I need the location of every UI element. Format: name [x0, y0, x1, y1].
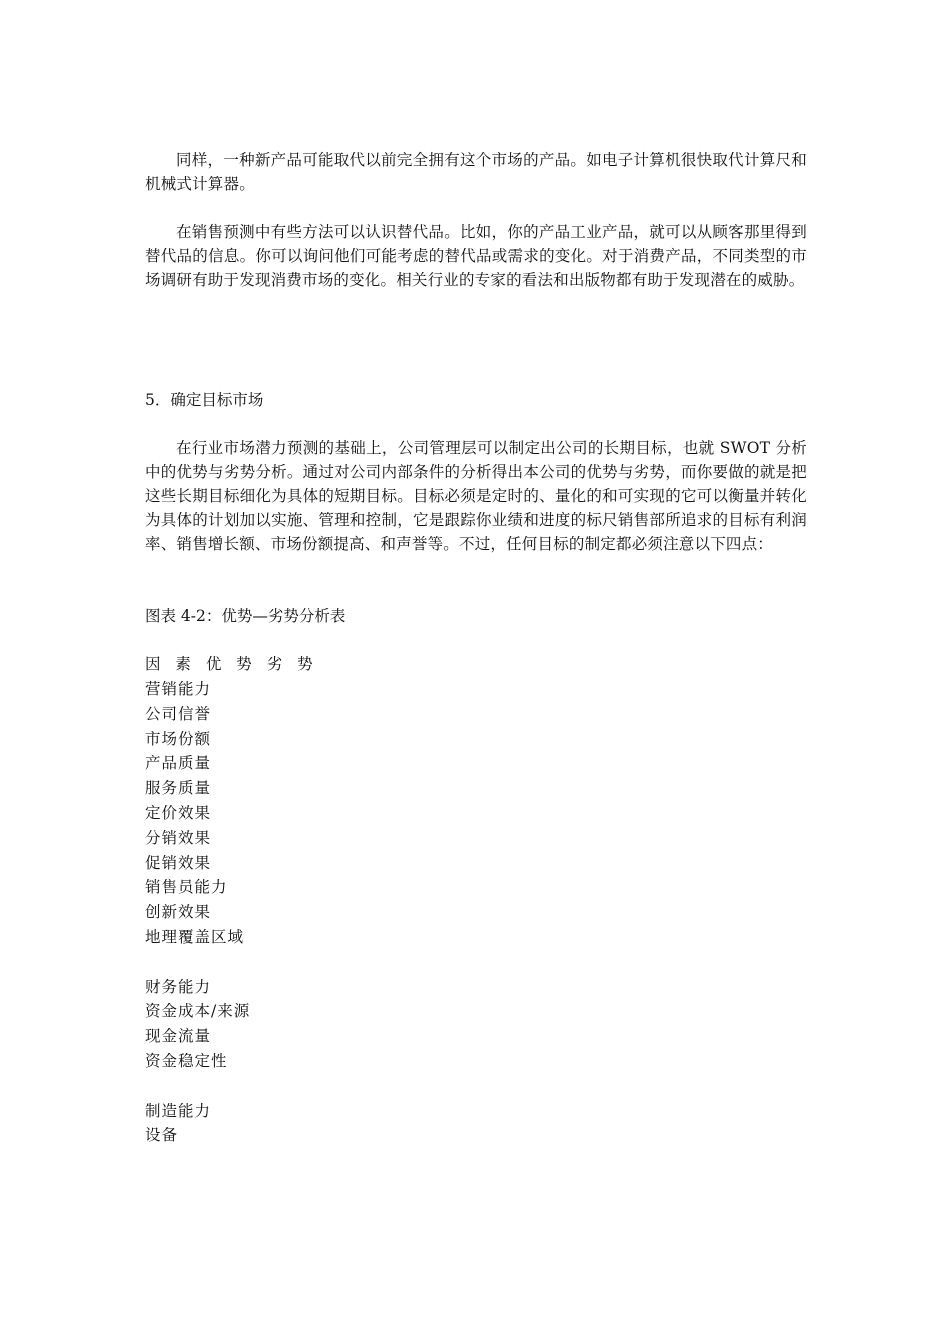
factor-item: 定价效果: [145, 803, 212, 822]
factor-item: 促销效果: [145, 853, 212, 872]
spacer: [145, 412, 807, 436]
table-caption: 图表 4-2：优势—劣势分析表: [145, 607, 346, 625]
paragraph-target-market: 在行业市场潜力预测的基础上，公司管理层可以制定出公司的长期目标，也就 SWOT 分析中的优势与劣势分析。通过对公司内部条件的分析得出本公司的优势与劣势，而你要做的就是把这些长期目标细化为具体的短期目标。目标必须是定时的、量化的和可实现的它可以衡量并转化为具体的计划加以实施、管理和控制，它是跟踪你业绩和进度的标尺销售部所追求的目标有利润率、销售增长额、市场份额提高、和声誉等。不过，任何目标的制定都必须注意以下四点：: [145, 439, 807, 553]
factor-item: 产品质量: [145, 754, 212, 773]
factor-item: 服务质量: [145, 779, 212, 798]
group-separator: [145, 1074, 807, 1099]
factor-item: 分销效果: [145, 828, 212, 847]
spacer: [145, 556, 807, 580]
factor-item: 资金稳定性: [145, 1051, 228, 1070]
paragraph-identify-substitutes: 在销售预测中有些方法可以认识替代品。比如，你的产品工业产品，就可以从顾客那里得到替代品的信息。你可以询问他们可能考虑的替代品或需求的变化。对于消费产品，不同类型的市场调研有助于发现消费市场的变化。相关行业的专家的看法和出版物都有助于发现潜在的威胁。: [145, 223, 807, 289]
factor-item: 公司信誉: [145, 704, 212, 723]
factor-item: 销售员能力: [145, 878, 228, 897]
factor-item: 地理覆盖区域: [145, 927, 245, 946]
section-heading: 5．确定目标市场: [145, 391, 264, 409]
factor-item: 资金成本/来源: [145, 1002, 251, 1021]
factor-list: [145, 677, 807, 1148]
table-header: 因 素 优 势 劣 势: [145, 655, 318, 673]
factor-item: 创新效果: [145, 903, 212, 922]
factor-item: 财务能力: [145, 977, 212, 996]
factor-item: 制造能力: [145, 1101, 212, 1120]
factor-item: 营销能力: [145, 680, 212, 698]
factor-item: 现金流量: [145, 1027, 212, 1046]
spacer: [145, 628, 807, 652]
group-separator: [145, 950, 807, 975]
document-page: [145, 148, 807, 1148]
factor-item: 设备: [145, 1126, 179, 1145]
spacer: [145, 580, 807, 604]
factor-item: 市场份额: [145, 729, 212, 748]
paragraph-substitute-products: 同样，一种新产品可能取代以前完全拥有这个市场的产品。如电子计算机很快取代计算尺和机械式计算器。: [145, 151, 807, 193]
spacer: [145, 292, 807, 388]
spacer: [145, 196, 807, 220]
